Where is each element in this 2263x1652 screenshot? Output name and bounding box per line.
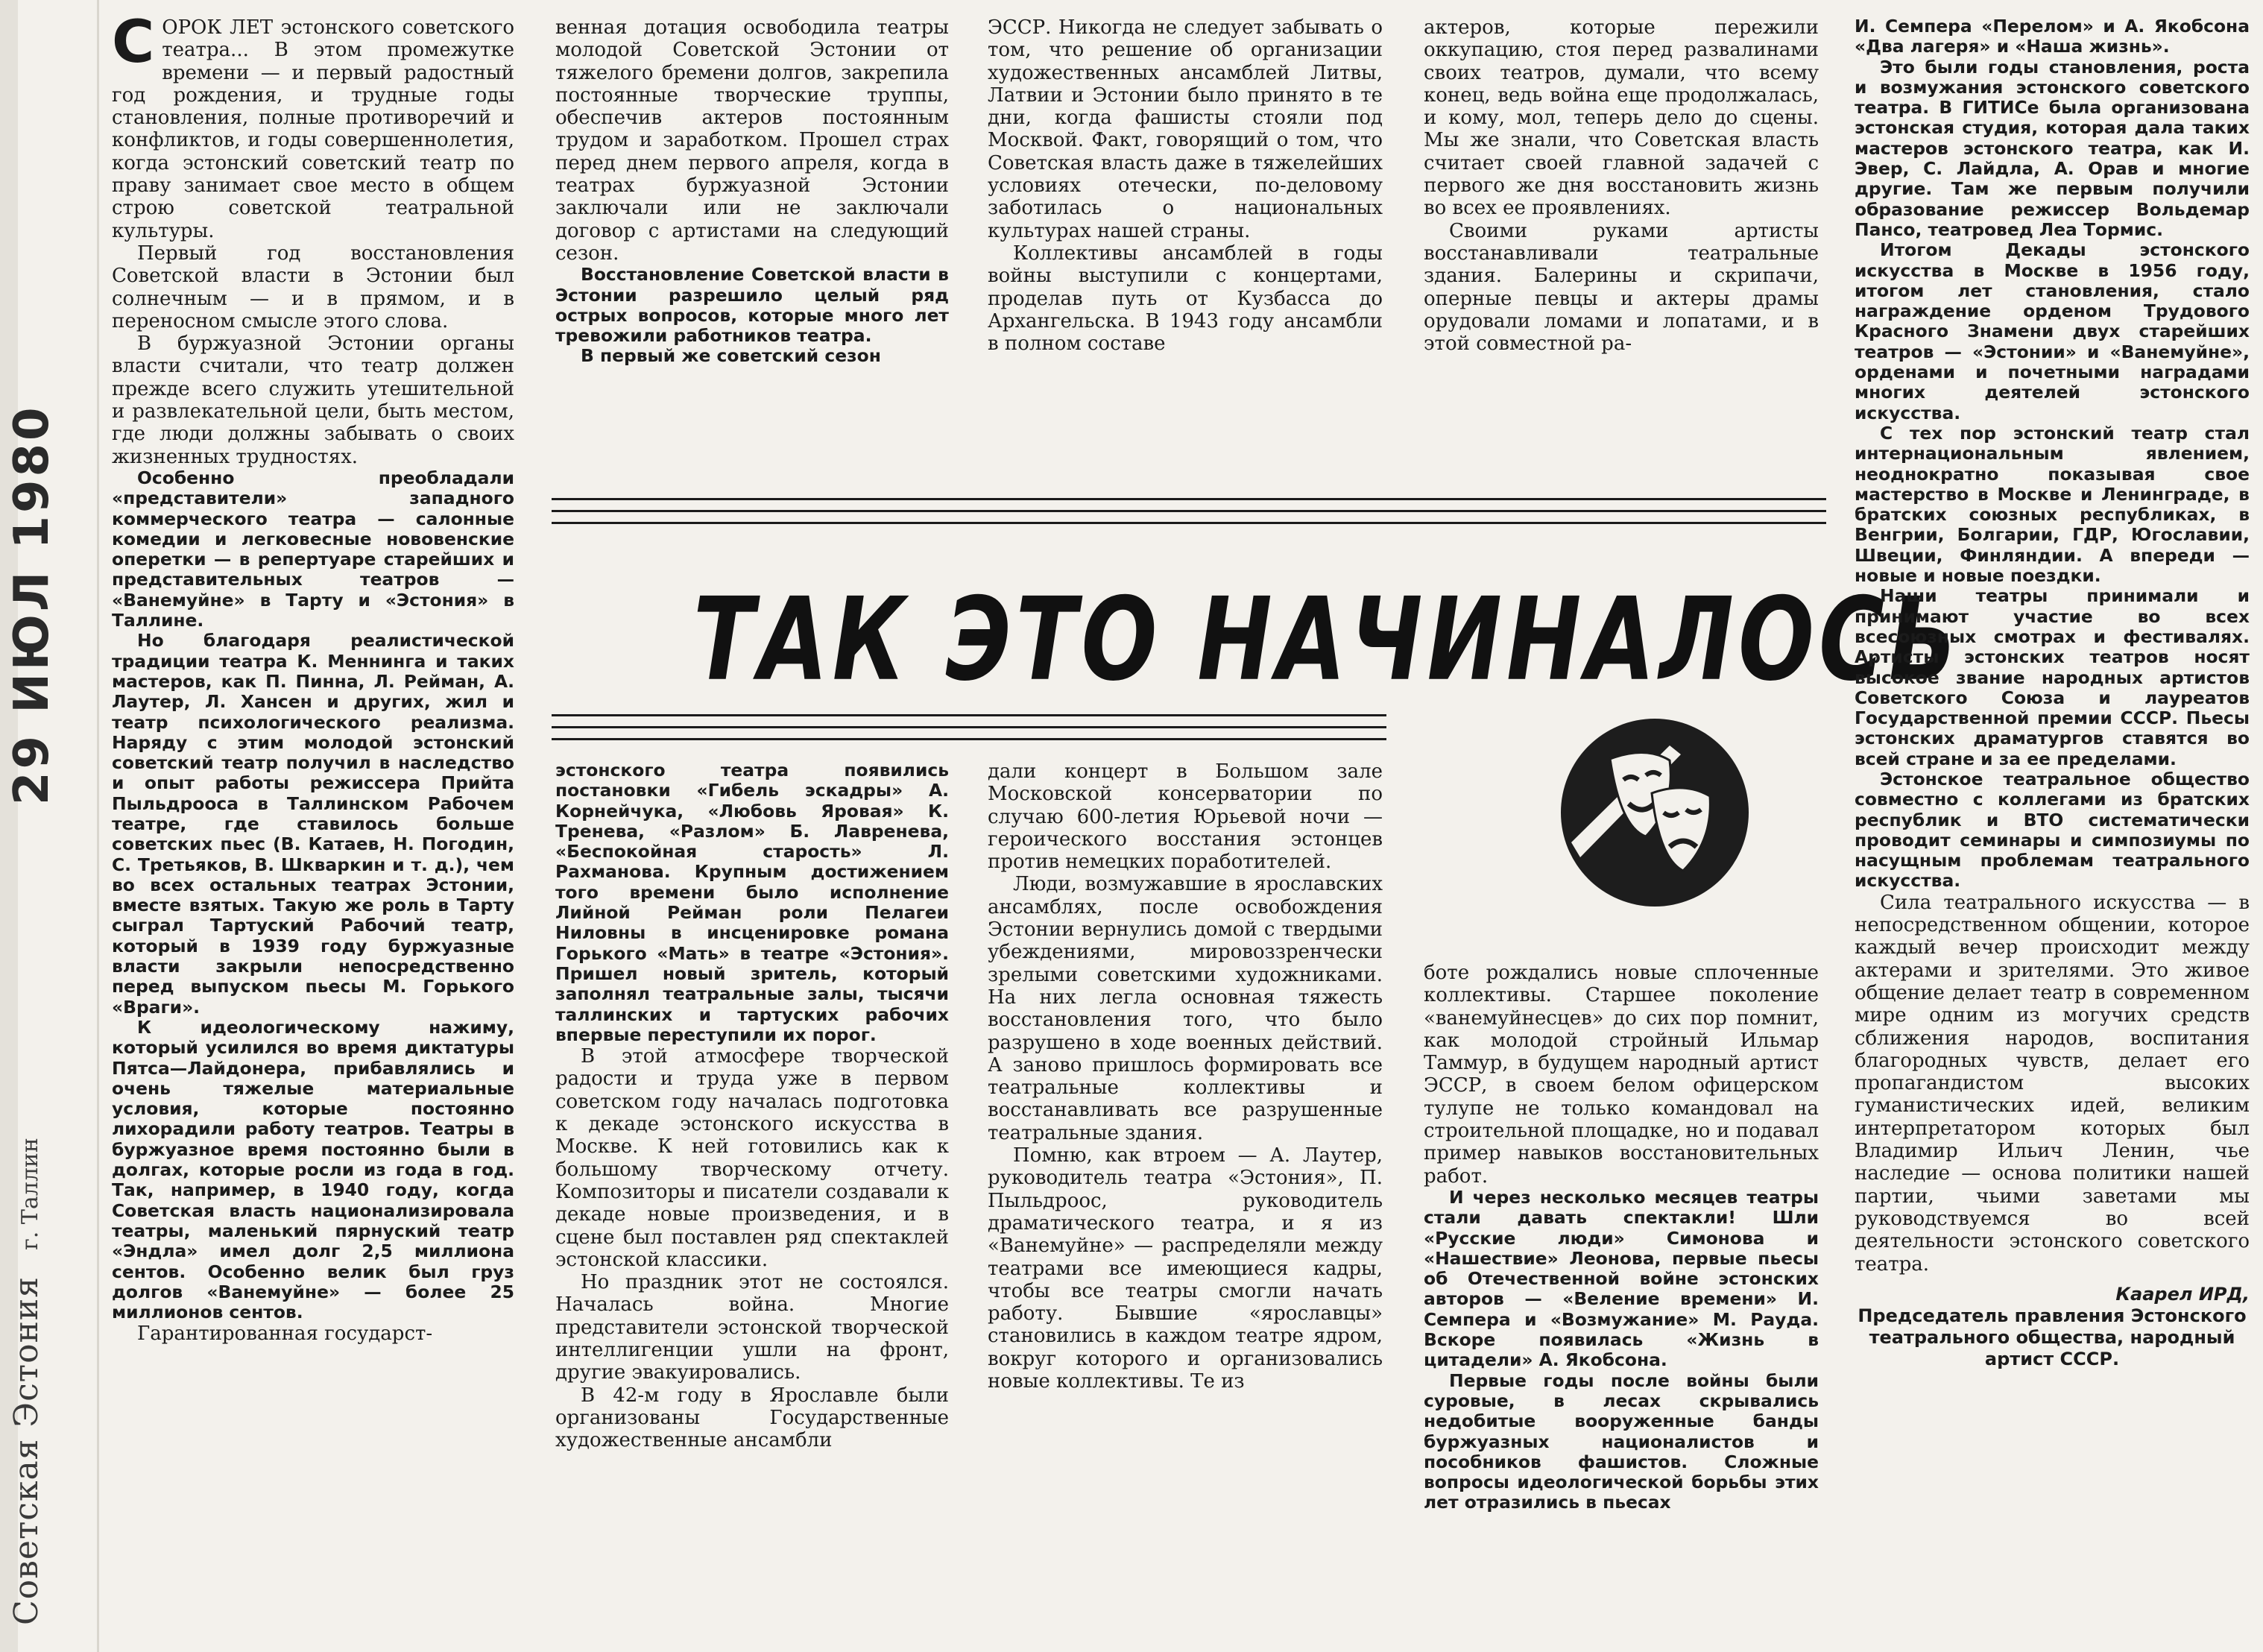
- article-headline: ТАК ЭТО НАЧИНАЛОСЬ: [693, 574, 1962, 707]
- paragraph: В 42-м году в Ярославле были организованы Государственные художественные ансамбли: [555, 1384, 949, 1452]
- paragraph: венная дотация освободила театры молодой Советской Эстонии от тяжелого бремени долгов, закрепила постоянные творческие труппы, обеспечив актеров постоянным трудом и заработком. Прошел страх перед днем первого апреля, когда в театрах буржуазной Эстонии заключали или не заключали договор с артистами на следующий сезон.: [555, 16, 949, 265]
- paragraph: Особенно преобладали «представители» западного коммерческого театра — салонные комедии и легковесные нововенские оперетки — в репертуаре старейших и представительных театров — «Ванемуйне» в Тарту и «Эстония» в Таллине.: [112, 467, 514, 631]
- headline-rule-top-1: [552, 498, 1826, 500]
- column-4-bottom: [1424, 962, 1819, 1649]
- paragraph: актеров, которые пережили оккупацию, стоя перед развалинами своих театров, думали, что всему конец, ведь война еще продолжалась, и кому, мол, теперь дело до сцены. Мы же знали, что Советская власть считает своей главной задачей с первого же дня восстановить жизнь во всех ее проявлениях.: [1424, 16, 1819, 220]
- clipping-edge: [97, 0, 99, 1652]
- paragraph: С тех пор эстонский театр стал интернациональным явлением, неоднократно показывая свое мастерство в Москве и Ленинграде, в братских союзных республиках, в Венгрии, Болгарии, ГДР, Югославии, Швеции, Финляндии. А впереди — новые и новые поездки.: [1855, 422, 2250, 587]
- paragraph: Коллективы ансамблей в годы войны выступили с концертами, проделав путь от Кузбасса до Архангельска. В 1943 году ансамбли в полном составе: [988, 242, 1383, 356]
- headline-rule-top-2: [552, 510, 1826, 512]
- drop-cap: С: [112, 16, 155, 76]
- stamp-date: 29 ИЮЛ 1980: [4, 404, 60, 805]
- paragraph: боте рождались новые сплоченные коллективы. Старшее поколение «ванемуйнесцев» до сих пор помнит, как молодой стройный Ильмар Таммур, в будущем народный артист ЭССР, в своем белом офицерском тулупе не только командовал на строительной площадке, но и подавал пример навыков восстановительных работ.: [1424, 962, 1819, 1188]
- headline-rule-bottom-1: [552, 714, 1386, 716]
- paragraph: дали концерт в Большом зале Московской консерватории по случаю 600-летия Юрьевой ночи — героического восстания эстонцев против немецких поработителей.: [988, 760, 1383, 874]
- stamp-city: г. Таллин: [17, 1138, 43, 1250]
- author-role: Председатель правления Эстонского театрального общества, народный артист СССР.: [1858, 1305, 2247, 1370]
- paragraph: [112, 16, 514, 242]
- stamp-newspaper-name: Советская Эстония: [7, 1276, 45, 1625]
- paragraph: ЭССР. Никогда не следует забывать о том, что решение об организации художественных ансамблей Литвы, Латвии и Эстонии было принято в те дни, когда фашисты стояли под Москвой. Факт, говорящий о том, что Советская власть даже в тяжелейших условиях отечески, по-деловому заботилась о национальных культурах нашей страны.: [988, 16, 1383, 242]
- headline-rule-bottom-2: [552, 726, 1386, 728]
- paragraph: Помню, как втроем — А. Лаутер, руководитель театра «Эстония», П. Пыльдроос, руководитель драматического театра, и я из «Ванемуйне» — распределяли между театрами все имеющиеся кадры, чтобы все театры смогли начать работу. Бывшие «ярославцы» становились в каждом театре ядром, вокруг которого и организовались новые коллективы. Те из: [988, 1144, 1383, 1393]
- paragraph: В этой атмосфере творческой радости и труда уже в первом советском году началась подготовка к декаде эстонского искусства в Москве. К ней готовились как к большому творческому отчету. Композиторы и писатели создавали к декаде новые произведения, и в сцене был поставлен ряд спектаклей эстонской классики.: [555, 1045, 949, 1271]
- lead-text: ОРОК ЛЕТ эстонского советского театра... В этом промежутке времени — и первый радостный год рождения, и трудные годы становления, полные противоречий и конфликтов, и годы совершеннолетия, когда эстонский советский театр по праву занимает свое место в общем строю советской театральной культуры.: [112, 16, 514, 242]
- paragraph: Первый год восстановления Советской власти в Эстонии был солнечным — и в прямом, и в переносном смысле этого слова.: [112, 242, 514, 332]
- paragraph: Наши театры принимали и принимают участие во всех всесоюзных смотрах и фестивалях. Артисты эстонских театров носят высокое звание народных артистов Советского Союза и лауреатов Государственной премии СССР. Пьесы эстонских драматургов ставятся во всей стране и за ее пределами.: [1855, 585, 2250, 769]
- paragraph: Сила театрального искусства — в непосредственном общении, которое каждый вечер происходит между актерами и зрителями. Это живое общение делает театр в современном мире одним из могучих средств сближения народов, воспитания благородных чувств, делает его пропагандистом высоких гуманистических идей, великим интерпретатором которых был Владимир Ильич Ленин, чье наследие — основа политики нашей партии, чьими заветами мы руководствуемся во всей деятельности эстонского советского театра.: [1855, 891, 2250, 1276]
- paragraph: Итогом Декады эстонского искусства в Москве в 1956 году, итогом лет становления, стало награждение орденом Трудового Красного Знамени двух старейших театров — «Эстонии» и «Ванемуйне», орденами и почетными наградами многих деятелей эстонского искусства.: [1855, 239, 2250, 423]
- column-3-top: [988, 16, 1383, 482]
- headline-rule-top-3: [552, 522, 1826, 524]
- paragraph: Восстановление Советской власти в Эстонии разрешило целый ряд острых вопросов, которые много лет тревожили работников театра.: [555, 264, 949, 347]
- paragraph: Но благодаря реалистической традиции театра К. Меннинга и таких мастеров, как П. Пинна, Л. Рейман, А. Лаутер, Л. Хансен и других, жил и театр психологического реализма. Наряду с этим молодой эстонский советский театр получил в наследство и опыт работы режиссера Прийта Пыльдрооса в Таллинском Рабочем театре, где ставилось больше советских пьес (В. Катаев, Н. Погодин, С. Третьяков, В. Шкваркин и т. д.), чем во всех остальных театрах Эстонии, вместе взятых. Такую же роль в Тарту сыграл Тартуский Рабочий театр, который в 1939 году буржуазные власти закрыли непосредственно перед выпуском пьесы М. Горького «Враги».: [112, 630, 514, 1018]
- paragraph: К идеологическому нажиму, который усилился во время диктатуры Пятса—Лайдонера, прибавлялись и очень тяжелые материальные условия, которые постоянно лихорадили работу театров. Театры в буржуазное время постоянно были в долгах, которые росли из года в год. Так, например, в 1940 году, когда Советская власть национализировала театры, маленький пярнуский театр «Эндла» имел долг 2,5 миллиона сентов. Особенно велик был груз долгов «Ванемуйне» — более 25 миллионов сентов.: [112, 1016, 514, 1323]
- paragraph: Гарантированная государст-: [137, 1322, 433, 1346]
- paragraph: Первые годы после войны были суровые, в лесах скрывались недобитые вооруженные банды буржуазных националистов и пособников фашистов. Сложные вопросы идеологической борьбы этих лет отразились в пьесах: [1424, 1369, 1819, 1513]
- column-1: [112, 16, 514, 1649]
- paragraph: эстонского театра появились постановки «Гибель эскадры» А. Корнейчука, «Любовь Яровая» К. Тренева, «Разлом» Б. Лавренева, «Беспокойная старость» Л. Рахманова. Крупным достижением того времени было исполнение Лийной Рейман роли Пелагеи Ниловны в инсценировке романа Горького «Мать» в театре «Эстония». Пришел новый зритель, который заполнял театральные залы, тысячи таллинских и тартуских рабочих впервые переступили их порог.: [555, 760, 949, 1045]
- column-2-bottom: [555, 760, 949, 1649]
- paragraph: Своими руками артисты восстанавливали театральные здания. Балерины и скрипачи, оперные певцы и актеры драмы орудовали ломами и лопатами, и в этой совместной ра-: [1424, 219, 1819, 356]
- column-3-bottom: [988, 760, 1383, 1649]
- paragraph: Люди, возмужавшие в ярославских ансамблях, после освобождения Эстонии вернулись домой с твердыми убеждениями, мировоззренчески зрелыми советскими художниками. На них легла основная тяжесть восстановления того, что было разрушено в ходе военных действий. А заново пришлось формировать все театральные коллективы и восстанавливать все разрушенные театральные здания.: [988, 873, 1383, 1144]
- column-2-top: [555, 16, 949, 482]
- column-5: [1855, 16, 2250, 1649]
- paragraph: Но праздник этот не состоялся. Началась война. Многие представители эстонской творческой интеллигенции ушли на фронт, другие эвакуировались.: [555, 1271, 949, 1384]
- paragraph: Эстонское театральное общество совместно с коллегами из братских республик и ВТО систематически проводит семинары и симпозиумы по насущным проблемам театрального искусства.: [1855, 768, 2250, 892]
- publication-stamp: [4, 60, 89, 1625]
- paragraph: В буржуазной Эстонии органы власти считали, что театр должен прежде всего служить утешительной и развлекательной цели, быть местом, где люди должны забывать о своих жизненных трудностях.: [112, 332, 514, 468]
- author-signature: Каарел ИРД,: [2115, 1283, 2250, 1305]
- column-4-top: [1424, 16, 1819, 482]
- paragraph: И через несколько месяцев театры стали давать спектакли! Шли «Русские люди» Симонова и «Нашествие» Леонова, первые пьесы об Отечественной войне эстонских авторов — «Веление времени» И. Семпера и «Возмужание» М. Рауда. Вскоре появилась «Жизнь в цитадели» А. Якобсона.: [1424, 1186, 1819, 1371]
- paragraph: В первый же советский сезон: [581, 345, 881, 367]
- headline-rule-bottom-3: [552, 738, 1386, 740]
- paragraph: Это были годы становления, роста и возмужания эстонского советского театра. В ГИТИСе была организована эстонская студия, которая дала таких мастеров эстонского театра, как И. Эвер, С. Лайдла, А. Орав и многие другие. Там же первым получили образование режиссер Вольдемар Пансо, театровед Леа Тормис.: [1855, 56, 2250, 240]
- paragraph: И. Семпера «Перелом» и А. Якобсона «Два лагеря» и «Наша жизнь».: [1855, 16, 2250, 57]
- theatre-masks-icon: [1558, 716, 1752, 909]
